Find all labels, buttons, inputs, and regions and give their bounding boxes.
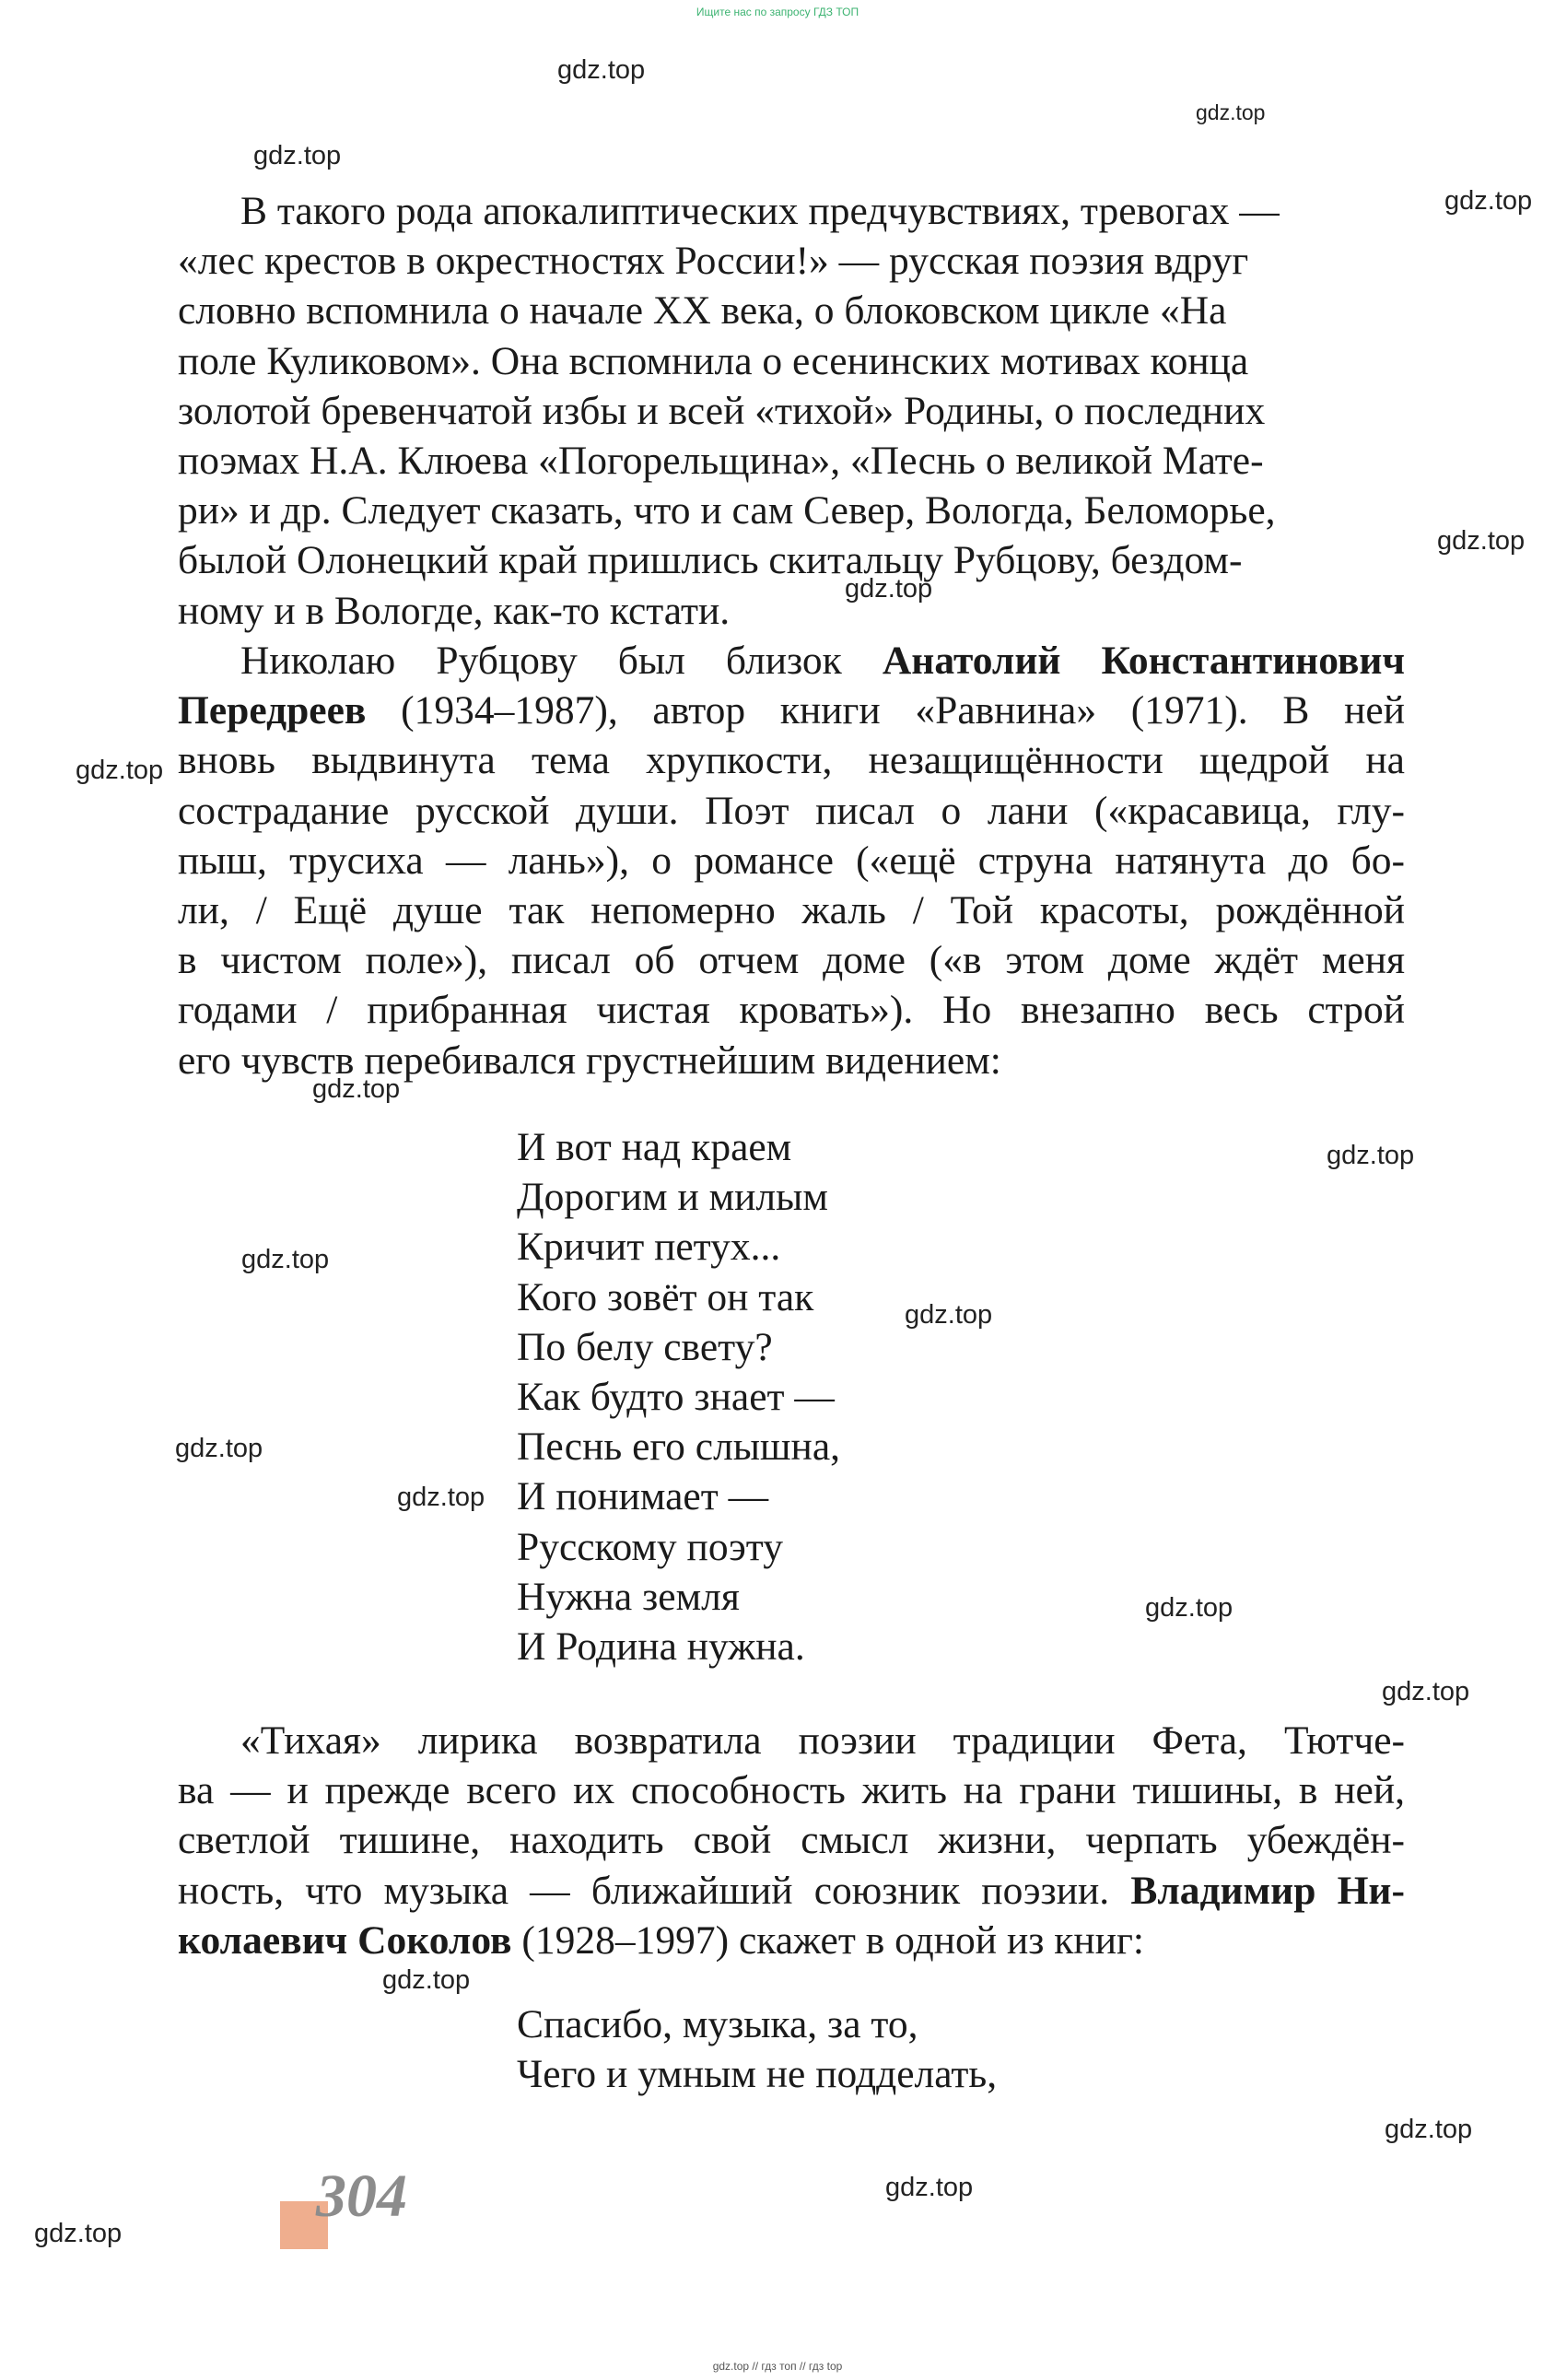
text-line: поэмах Н.А. Клюева «Погорельщина», «Песнь о великой Мате- (178, 439, 1264, 484)
text-line: годами / прибранная чистая кровать»). Но внезапно весь строй (178, 988, 1405, 1033)
watermark: gdz.top (845, 574, 933, 604)
poem-line: Кричит петух... (517, 1225, 781, 1270)
poem-line: И понимает — (517, 1474, 769, 1519)
watermark: gdz.top (34, 2219, 123, 2248)
poem-line: Русскому поэту (517, 1524, 783, 1569)
page-number: 304 (316, 2163, 407, 2230)
poem-line: Спасибо, музыка, за то, (517, 2002, 918, 2046)
poem-2 (517, 1999, 997, 2099)
poem-line: Дорогим и милым (517, 1175, 828, 1220)
watermark: gdz.top (885, 2173, 974, 2202)
text-line: В такого рода апокалиптических предчувствиях, тревогах — (240, 189, 1280, 233)
text-line: ному и в Вологде, как-то кстати. (178, 588, 731, 633)
watermark: gdz.top (905, 1300, 993, 1330)
author-name: Владимир Ни- (1130, 1868, 1405, 1913)
footer-links[interactable]: gdz.top // гдз топ // гдз top (712, 2360, 843, 2373)
watermark: gdz.top (312, 1074, 401, 1104)
watermark: gdz.top (557, 55, 646, 85)
poem-line: Нужна земля (517, 1574, 740, 1619)
text-line (115, 686, 1405, 735)
text-line (178, 636, 1405, 686)
watermark: gdz.top (1196, 100, 1266, 124)
watermark: gdz.top (76, 756, 164, 785)
watermark: gdz.top (253, 141, 342, 170)
poem-line: Песнь его слышна, (517, 1424, 840, 1470)
text-line: поле Куликовом». Она вспомнила о есенинских мотивах конца (178, 338, 1249, 383)
author-name: Передреев (178, 688, 367, 733)
text-run: ность, что музыка — ближайший союзник поэзии. (178, 1868, 1131, 1913)
poem-line: Кого зовёт он так (517, 1274, 814, 1319)
text-line: словно вспомнила о начале XX века, о блоковском цикле «На (178, 288, 1227, 334)
watermark: gdz.top (1382, 1677, 1470, 1706)
poem-line: И Родина нужна. (517, 1624, 805, 1670)
poem-1 (517, 1122, 840, 1671)
paragraph-1 (178, 186, 1405, 636)
paragraph-3 (178, 1716, 1405, 1965)
watermark: gdz.top (175, 1434, 263, 1463)
watermark: gdz.top (397, 1483, 485, 1512)
watermark: gdz.top (241, 1245, 330, 1274)
text-line: «Тихая» лирика возвратила поэзии традиции Фета, Тютче- (240, 1718, 1405, 1763)
text-line: ри» и др. Следует сказать, что и сам Север, Вологда, Беломорье, (178, 488, 1276, 533)
watermark: gdz.top (1437, 526, 1526, 556)
poem-line: По белу свету? (517, 1324, 773, 1369)
paragraph-2 (178, 636, 1405, 1085)
text-line: ва — и прежде всего их способность жить на грани тишины, в ней, (178, 1768, 1405, 1813)
text-run: (1928–1997) скажет в одной из книг: (511, 1917, 1144, 1963)
text-line: пыш, трусиха — лань»), о романсе («ещё струна натянута до бо- (178, 838, 1405, 883)
poem-line: Чего и умным не подделать, (517, 2052, 998, 2097)
text-line: ли, / Ещё душе так непомерно жаль / Той красоты, рождённой (178, 888, 1405, 933)
poem-line: Как будто знает — (517, 1375, 835, 1420)
text-line: его чувств перебивался грустнейшим видением: (178, 1038, 1001, 1083)
author-name: колаевич Соколов (178, 1917, 512, 1963)
text-line (115, 1866, 1405, 1916)
text-line: золотой бревенчатой избы и всей «тихой» Родины, о последних (178, 388, 1266, 433)
text-line: былой Олонецкий край пришлись скитальцу Рубцову, бездом- (178, 538, 1243, 583)
text-line: светлой тишине, находить свой смысл жизни, черпать убеждён- (178, 1818, 1405, 1863)
text-run: Николаю Рубцову был близок (240, 639, 883, 683)
watermark: gdz.top (1444, 186, 1533, 216)
watermark: gdz.top (1327, 1141, 1415, 1170)
author-name: Анатолий Константинович (882, 639, 1405, 683)
text-line: вновь выдвинута тема хрупкости, незащищённости щедрой на (178, 738, 1405, 783)
text-line (115, 1916, 1405, 1965)
poem-line: И вот над краем (517, 1125, 792, 1169)
watermark: gdz.top (382, 1965, 471, 1995)
watermark: gdz.top (1385, 2115, 1473, 2144)
text-run: (1934–1987), автор книги «Равнина» (1971). В ней (366, 688, 1405, 733)
top-banner[interactable]: Ищите нас по запросу ГДЗ ТОП (696, 6, 859, 18)
text-line: сострадание русской души. Поэт писал о лани («красавица, глу- (178, 788, 1405, 833)
text-line: «лес крестов в окрестностях России!» — русская поэзия вдруг (178, 239, 1249, 284)
text-line: в чистом поле»), писал об отчем доме («в этом доме ждёт меня (178, 938, 1405, 983)
watermark: gdz.top (1145, 1593, 1233, 1623)
